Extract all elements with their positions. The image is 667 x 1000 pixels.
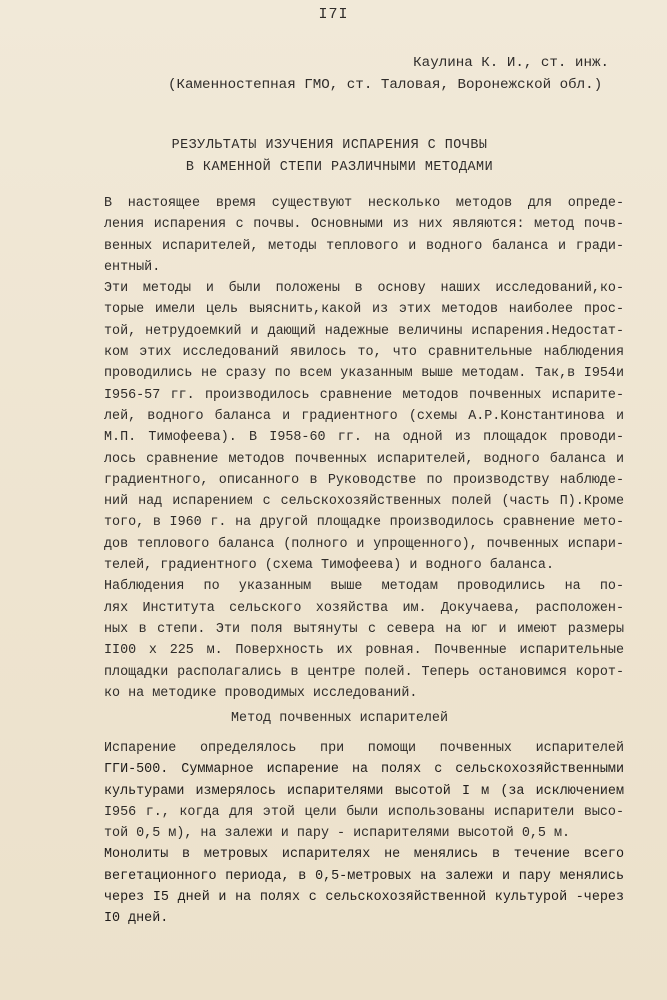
body-text-lower <box>104 738 624 930</box>
text-line: лось сравнение методов почвенных испарителей, водного баланса и <box>104 451 624 467</box>
section-heading: Метод почвенных испарителей <box>231 711 448 726</box>
text-line: ГГИ-500. Суммарное испарение на полях с сельскохозяйственными <box>104 762 624 778</box>
text-line: культурами измерялось испарителями высотой I м (за исключением <box>104 783 624 799</box>
text-line: венных испарителей, методы теплового и водного баланса и гради- <box>104 238 624 254</box>
text-line: телей, градиентного (схема Тимофеева) и водного баланса. <box>104 558 554 574</box>
section-paragraph-2 <box>104 844 624 929</box>
paragraph-3 <box>104 576 624 704</box>
text-line: ных в степи. Эти поля вытянуты с севера на юг и имеют размеры <box>104 621 624 637</box>
text-line: лях Института сельского хозяйства им. Докучаева, расположен- <box>104 600 624 616</box>
text-line: лей, водного баланса и градиентного (схемы А.Р.Константинова и <box>104 408 624 424</box>
text-line: через I5 дней и на полях с сельскохозяйственной культурой -через <box>104 890 624 906</box>
text-line: градиентного, описанного в Руководстве по производству наблюде- <box>104 472 624 488</box>
article-title-line-1: РЕЗУЛЬТАТЫ ИЗУЧЕНИЯ ИСПАРЕНИЯ С ПОЧВЫ <box>171 138 488 153</box>
text-line: торые имели цель выяснить,какой из этих методов наиболее прос- <box>104 302 624 318</box>
article-title-line-2: В КАМЕННОЙ СТЕПИ РАЗЛИЧНЫМИ МЕТОДАМИ <box>185 160 494 175</box>
text-line: В настоящее время существуют несколько методов для опреде- <box>104 196 624 211</box>
text-line: ления испарения с почвы. Основными из них являются: метод почв- <box>104 217 624 233</box>
text-line: Наблюдения по указанным выше методам проводились на по- <box>104 579 624 595</box>
paragraph-1 <box>104 193 624 278</box>
text-line: той, нетрудоемкий и дающий надежные величины испарения.Недостат- <box>104 323 624 339</box>
text-line: площадки располагались в центре полей. Теперь остановимся корот- <box>104 664 624 680</box>
section-paragraph-1 <box>104 738 624 844</box>
text-line: I956-57 гг. производилось сравнение методов почвенных испарите- <box>104 387 624 403</box>
text-line: проводились не сразу по всем указанным выше методам. Так,в I954и <box>104 366 624 382</box>
text-line: того, в I960 г. на другой площадке производилось сравнение мето- <box>104 515 624 531</box>
text-line: ентный. <box>104 259 161 275</box>
author-line: Каулина К. И., ст. инж. <box>413 55 609 71</box>
text-line: I956 г., когда для этой цели были использованы испарители высо- <box>104 804 624 820</box>
text-line: ний над испарением с сельскохозяйственных полей (часть П).Кроме <box>104 494 624 510</box>
affiliation-line: (Каменностепная ГМО, ст. Таловая, Воронежской обл.) <box>168 77 603 93</box>
text-line: дов теплового баланса (полного и упрощенного), почвенных испари- <box>104 536 624 552</box>
text-line: Монолиты в метровых испарителях не менялись в течение всего <box>104 847 624 863</box>
text-line: Эти методы и были положены в основу наших исследований,ко- <box>104 281 624 297</box>
body-text-upper <box>104 193 624 704</box>
text-line: вегетационного периода, в 0,5-метровых на залежи и пару менялись <box>104 868 624 884</box>
text-line: Испарение определялось при помощи почвенных испарителей <box>104 741 624 756</box>
paragraph-2 <box>104 278 624 576</box>
text-line: М.П. Тимофеева). В I958-60 гг. на одной из площадок проводи- <box>104 430 624 446</box>
text-line: ком этих исследований явилось то, что сравнительные наблюдения <box>104 345 624 361</box>
text-line: I0 дней. <box>104 911 169 927</box>
page-number: I7I <box>318 6 349 23</box>
text-line: ко на методике проводимых исследований. <box>104 685 418 701</box>
text-line: II00 x 225 м. Поверхность их ровная. Почвенные испарительные <box>104 643 624 659</box>
text-line: той 0,5 м), на залежи и пару - испарителями высотой 0,5 м. <box>104 826 571 842</box>
